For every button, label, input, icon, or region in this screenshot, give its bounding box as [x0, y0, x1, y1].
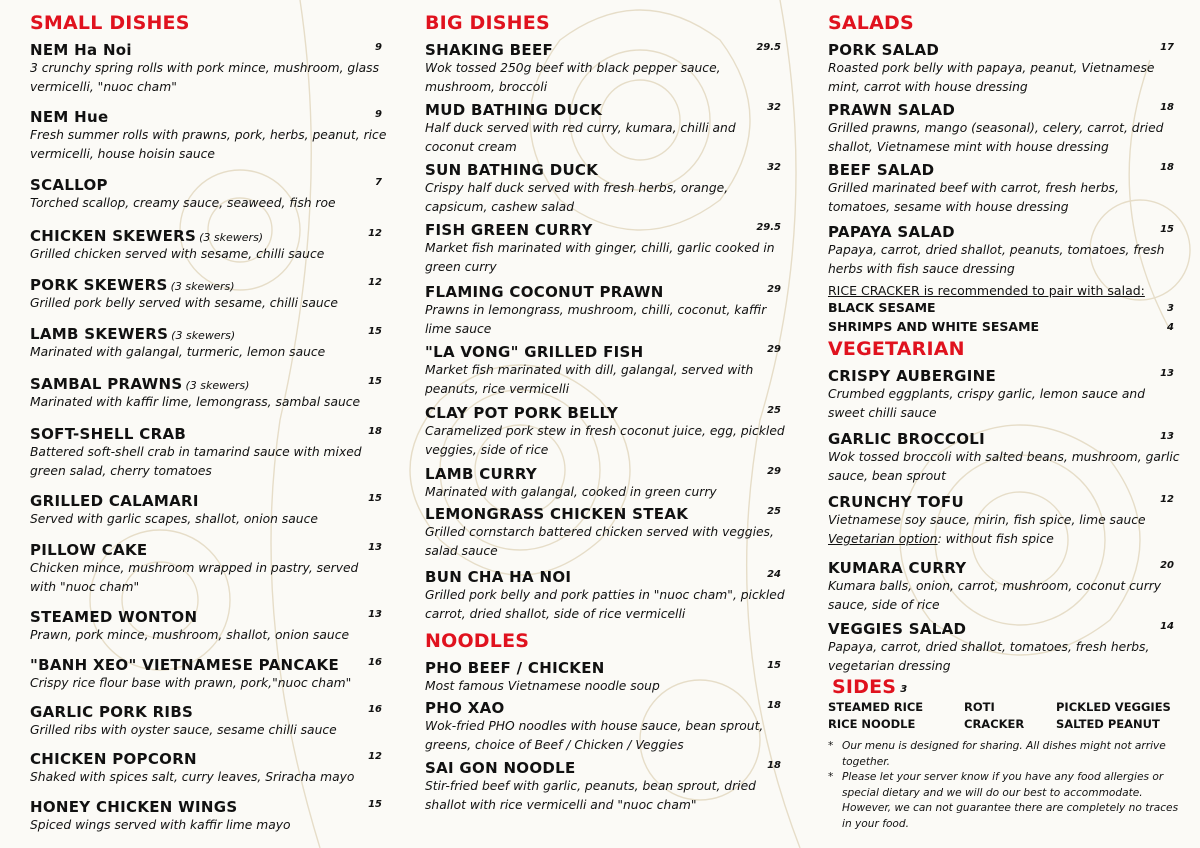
- item-name: SOFT-SHELL CRAB: [30, 425, 187, 443]
- item-price: 20: [1160, 560, 1174, 571]
- item-description: Battered soft-shell crab in tamarind sauce with mixed green salad, cherry tomatoes: [30, 445, 362, 478]
- vegetarian-option-label: Vegetarian option: [828, 532, 938, 546]
- item-name: SAMBAL PRAWNS: [30, 375, 183, 393]
- menu-note: [828, 770, 1180, 832]
- item-header: [30, 424, 388, 443]
- asterisk-icon: *: [828, 771, 834, 783]
- item-description: Crispy rice flour base with prawn, pork,"nuoc cham": [30, 676, 352, 690]
- item-name: CRISPY AUBERGINE: [828, 367, 997, 385]
- item-price: 12: [368, 277, 382, 288]
- item-price: 12: [368, 228, 382, 239]
- item-price: 29: [767, 284, 781, 295]
- item-header: [828, 619, 1180, 638]
- item-description: Prawn, pork mince, mushroom, shallot, onion sauce: [30, 628, 350, 642]
- salads-title: SALADS: [828, 12, 914, 34]
- menu-item: [30, 749, 388, 787]
- item-header: [30, 226, 388, 245]
- menu-item: [30, 107, 388, 164]
- item-price: 13: [1160, 368, 1174, 379]
- item-name: LAMB SKEWERS: [30, 325, 169, 343]
- item-header: [425, 698, 787, 717]
- item-name: GRILLED CALAMARI: [30, 492, 199, 510]
- menu-item: [30, 424, 388, 481]
- item-header: [828, 492, 1180, 511]
- item-price: 32: [767, 162, 781, 173]
- item-description: Market fish marinated with ginger, chilli, garlic cooked in green curry: [425, 241, 775, 274]
- item-name: BEEF SALAD: [828, 161, 935, 179]
- salads-section: [828, 12, 1180, 832]
- item-name: KUMARA CURRY: [828, 559, 967, 577]
- item-description: Papaya, carrot, dried shallot, tomatoes, fresh herbs, vegetarian dressing: [828, 640, 1150, 673]
- item-header: [828, 558, 1180, 577]
- item-header: [30, 324, 388, 343]
- item-header: [425, 282, 787, 301]
- small-dishes-title: SMALL DISHES: [30, 12, 190, 34]
- menu-note-text: Please let your server know if you have any food allergies or special dietary and we will do our best to accommodate. However, we can not guarantee there are completely no traces in your food.: [842, 771, 1179, 830]
- menu-item: [828, 160, 1180, 217]
- item-description: Grilled marinated beef with carrot, fresh herbs, tomatoes, sesame with house dressing: [828, 181, 1119, 214]
- item-name: VEGGIES SALAD: [828, 620, 967, 638]
- item-header: [425, 160, 787, 179]
- menu-notes: [828, 739, 1180, 832]
- item-name: PORK SALAD: [828, 41, 940, 59]
- item-name: FISH GREEN CURRY: [425, 221, 593, 239]
- item-header: [828, 40, 1180, 59]
- item-price: 9: [375, 42, 382, 53]
- item-portion-note: (3 skewers): [170, 280, 235, 293]
- menu-item: [30, 40, 388, 97]
- big-dishes-section: [425, 12, 787, 815]
- menu-item: [828, 100, 1180, 157]
- item-price: 15: [1160, 224, 1174, 235]
- item-header: [425, 403, 787, 422]
- item-description: Torched scallop, creamy sauce, seaweed, fish roe: [30, 196, 336, 210]
- item-description: 3 crunchy spring rolls with pork mince, mushroom, glass vermicelli, "nuoc cham": [30, 61, 379, 94]
- item-header: [425, 464, 787, 483]
- item-description: Wok tossed broccoli with salted beans, mushroom, garlic sauce, bean sprout: [828, 450, 1180, 483]
- item-header: [30, 607, 388, 626]
- item-name: GARLIC BROCCOLI: [828, 430, 985, 448]
- rice-cracker-title: RICE CRACKER is recommended to pair with salad:: [828, 283, 1145, 298]
- item-price: 12: [1160, 494, 1174, 505]
- item-name: NEM Ha Noi: [30, 41, 132, 59]
- item-description: Half duck served with red curry, kumara, chilli and coconut cream: [425, 121, 736, 154]
- noodles-title: NOODLES: [425, 630, 530, 652]
- menu-item: [30, 175, 388, 213]
- menu-item: [30, 797, 388, 835]
- item-price: 13: [368, 542, 382, 553]
- menu-item: [30, 702, 388, 740]
- item-description: Market fish marinated with dill, galangal, served with peanuts, rice vermicelli: [425, 363, 754, 396]
- item-price: 29: [767, 466, 781, 477]
- item-price: 15: [767, 660, 781, 671]
- menu-item: [828, 40, 1180, 97]
- item-description: Caramelized pork stew in fresh coconut juice, egg, pickled veggies, side of rice: [425, 424, 785, 457]
- vegetarian-option-text: : without fish spice: [937, 532, 1054, 546]
- item-description: Grilled cornstarch battered chicken served with veggies, salad sauce: [425, 525, 774, 558]
- item-portion-note: (3 skewers): [185, 379, 250, 392]
- item-price: 15: [368, 799, 382, 810]
- item-header: [30, 491, 388, 510]
- item-description: Most famous Vietnamese noodle soup: [425, 679, 660, 693]
- item-header: [828, 429, 1180, 448]
- item-name: "LA VONG" GRILLED FISH: [425, 343, 644, 361]
- menu-item: [30, 275, 388, 313]
- item-description: Crumbed eggplants, crispy garlic, lemon sauce and sweet chilli sauce: [828, 387, 1146, 420]
- item-header: [30, 175, 388, 194]
- item-description: Grilled ribs with oyster sauce, sesame chilli sauce: [30, 723, 337, 737]
- side-item: CRACKER: [964, 717, 1025, 731]
- menu-item: [30, 540, 388, 597]
- item-name: PORK SKEWERS: [30, 276, 168, 294]
- item-price: 15: [368, 326, 382, 337]
- item-name: SHAKING BEEF: [425, 41, 554, 59]
- item-price: 17: [1160, 42, 1174, 53]
- menu-item: [425, 100, 787, 157]
- item-price: 18: [767, 700, 781, 711]
- menu-item: [425, 698, 787, 755]
- item-name: LEMONGRASS CHICKEN STEAK: [425, 505, 689, 523]
- item-header: [30, 374, 388, 393]
- item-header: [425, 658, 787, 677]
- item-name: SCALLOP: [30, 176, 108, 194]
- item-name: SUN BATHING DUCK: [425, 161, 599, 179]
- item-price: 25: [767, 405, 781, 416]
- item-name: PHO BEEF / CHICKEN: [425, 659, 605, 677]
- item-description: Marinated with galangal, cooked in green curry: [425, 485, 717, 499]
- menu-item: [425, 282, 787, 339]
- item-description: Wok-fried PHO noodles with house sauce, bean sprout, greens, choice of Beef / Chicken / Veggies: [425, 719, 764, 752]
- item-description: Chicken mince, mushroom wrapped in pastry, served with "nuoc cham": [30, 561, 359, 594]
- sides-price: 3: [900, 684, 908, 695]
- item-header: [30, 797, 388, 816]
- side-item: STEAMED RICE: [828, 700, 924, 714]
- item-header: [828, 366, 1180, 385]
- item-name: HONEY CHICKEN WINGS: [30, 798, 238, 816]
- item-name: PHO XAO: [425, 699, 505, 717]
- item-price: 14: [1160, 621, 1174, 632]
- item-name: CHICKEN POPCORN: [30, 750, 197, 768]
- menu-item: [425, 220, 787, 277]
- item-name: PRAWN SALAD: [828, 101, 956, 119]
- item-price: 15: [368, 493, 382, 504]
- item-description: Grilled pork belly served with sesame, chilli sauce: [30, 296, 338, 310]
- item-description: Served with garlic scapes, shallot, onion sauce: [30, 512, 318, 526]
- menu-item: [30, 491, 388, 529]
- item-description: Papaya, carrot, dried shallot, peanuts, tomatoes, fresh herbs with fish sauce dressing: [828, 243, 1165, 276]
- item-header: [30, 655, 388, 674]
- menu-item: [828, 429, 1180, 486]
- menu-item: [425, 160, 787, 217]
- item-price: 29: [767, 344, 781, 355]
- item-header: [30, 702, 388, 721]
- item-description: Marinated with galangal, turmeric, lemon sauce: [30, 345, 326, 359]
- menu-item: [828, 558, 1180, 615]
- item-header: [828, 100, 1180, 119]
- item-price: 13: [1160, 431, 1174, 442]
- item-price: 18: [1160, 162, 1174, 173]
- item-name: FLAMING COCONUT PRAWN: [425, 283, 664, 301]
- item-name: CHICKEN SKEWERS: [30, 227, 197, 245]
- item-description: Marinated with kaffir lime, lemongrass, sambal sauce: [30, 395, 361, 409]
- item-price: 32: [767, 102, 781, 113]
- item-name: BUN CHA HA NOI: [425, 568, 572, 586]
- rice-cracker-name: SHRIMPS AND WHITE SESAME: [828, 319, 1040, 334]
- small-dishes-section: [30, 12, 388, 835]
- item-portion-note: (3 skewers): [199, 231, 264, 244]
- item-description: Roasted pork belly with papaya, peanut, Vietnamese mint, carrot with house dressing: [828, 61, 1155, 94]
- item-name: GARLIC PORK RIBS: [30, 703, 194, 721]
- item-header: [425, 758, 787, 777]
- item-header: [30, 540, 388, 559]
- item-price: 13: [368, 609, 382, 620]
- item-price: 29.5: [756, 222, 781, 233]
- menu-item: [425, 567, 787, 624]
- side-item: RICE NOODLE: [828, 717, 916, 731]
- item-description: Shaked with spices salt, curry leaves, Sriracha mayo: [30, 770, 355, 784]
- side-item: ROTI: [964, 700, 995, 714]
- item-description: Grilled chicken served with sesame, chilli sauce: [30, 247, 325, 261]
- menu-item: [30, 226, 388, 264]
- menu-item: [828, 366, 1180, 423]
- item-header: [30, 107, 388, 126]
- item-header: [425, 342, 787, 361]
- menu-item: [828, 222, 1180, 279]
- item-name: SAI GON NOODLE: [425, 759, 576, 777]
- menu-item: [30, 324, 388, 362]
- item-description: Fresh summer rolls with prawns, pork, herbs, peanut, rice vermicelli, house hoisin sauce: [30, 128, 387, 161]
- menu-item: [425, 403, 787, 460]
- menu-item: [425, 464, 787, 502]
- menu-item: [30, 655, 388, 693]
- rice-cracker-price: 3: [1167, 303, 1174, 314]
- item-price: 16: [368, 704, 382, 715]
- item-name: PILLOW CAKE: [30, 541, 148, 559]
- menu-note-text: Our menu is designed for sharing. All dishes might not arrive together.: [842, 740, 1166, 768]
- item-description: Stir-fried beef with garlic, peanuts, bean sprout, dried shallot with rice vermicelli and "nuoc cham": [425, 779, 756, 812]
- item-price: 25: [767, 506, 781, 517]
- item-description: Prawns in lemongrass, mushroom, chilli, coconut, kaffir lime sauce: [425, 303, 767, 336]
- item-description: Vietnamese soy sauce, mirin, fish spice, lime sauce Vegetarian option: without fish spice: [828, 513, 1146, 546]
- item-header: [30, 40, 388, 59]
- menu-item: [828, 492, 1180, 549]
- rice-cracker-item: [828, 317, 1180, 336]
- rice-cracker-price: 4: [1167, 322, 1174, 333]
- item-header: [828, 222, 1180, 241]
- item-name: CLAY POT PORK BELLY: [425, 404, 619, 422]
- item-header: [828, 160, 1180, 179]
- item-name: NEM Hue: [30, 108, 109, 126]
- item-header: [425, 567, 787, 586]
- item-price: 18: [1160, 102, 1174, 113]
- item-portion-note: (3 skewers): [171, 329, 236, 342]
- item-price: 24: [767, 569, 781, 580]
- item-name: LAMB CURRY: [425, 465, 538, 483]
- item-header: [425, 40, 787, 59]
- item-header: [30, 749, 388, 768]
- item-header: [425, 220, 787, 239]
- menu-item: [425, 342, 787, 399]
- menu-item: [30, 374, 388, 412]
- sides-title: SIDES: [832, 676, 897, 698]
- item-description: Grilled pork belly and pork patties in "nuoc cham", pickled carrot, dried shallot, side of rice vermicelli: [425, 588, 785, 621]
- item-header: [425, 504, 787, 523]
- item-price: 29.5: [756, 42, 781, 53]
- item-price: 18: [767, 760, 781, 771]
- item-price: 18: [368, 426, 382, 437]
- menu-item: [425, 40, 787, 97]
- item-description: Grilled prawns, mango (seasonal), celery, carrot, dried shallot, Vietnamese mint with house dressing: [828, 121, 1164, 154]
- item-description: Kumara balls, onion, carrot, mushroom, coconut curry sauce, side of rice: [828, 579, 1162, 612]
- rice-cracker-name: BLACK SESAME: [828, 300, 936, 315]
- rice-cracker-item: [828, 298, 1180, 317]
- item-header: [30, 275, 388, 294]
- menu-item: [425, 504, 787, 561]
- item-description: Crispy half duck served with fresh herbs, orange, capsicum, cashew salad: [425, 181, 729, 214]
- item-price: 12: [368, 751, 382, 762]
- item-price: 9: [375, 109, 382, 120]
- item-name: STEAMED WONTON: [30, 608, 198, 626]
- menu-note: [828, 739, 1180, 770]
- item-price: 16: [368, 657, 382, 668]
- sides-header: [828, 676, 1180, 700]
- vegetarian-title: VEGETARIAN: [828, 338, 965, 360]
- item-description: Wok tossed 250g beef with black pepper sauce, mushroom, broccoli: [425, 61, 721, 94]
- item-price: 7: [375, 177, 382, 188]
- menu-item: [425, 758, 787, 815]
- item-header: [425, 100, 787, 119]
- item-price: 15: [368, 376, 382, 387]
- menu-item: [828, 619, 1180, 676]
- item-name: CRUNCHY TOFU: [828, 493, 964, 511]
- sides-grid: [828, 700, 1180, 731]
- item-name: "BANH XEO" VIETNAMESE PANCAKE: [30, 656, 340, 674]
- item-description: Spiced wings served with kaffir lime mayo: [30, 818, 291, 832]
- big-dishes-title: BIG DISHES: [425, 12, 550, 34]
- menu-item: [425, 658, 787, 696]
- menu-item: [30, 607, 388, 645]
- asterisk-icon: *: [828, 740, 834, 752]
- item-name: PAPAYA SALAD: [828, 223, 955, 241]
- item-name: MUD BATHING DUCK: [425, 101, 603, 119]
- side-item: SALTED PEANUT: [1056, 717, 1160, 731]
- side-item: PICKLED VEGGIES: [1056, 700, 1171, 714]
